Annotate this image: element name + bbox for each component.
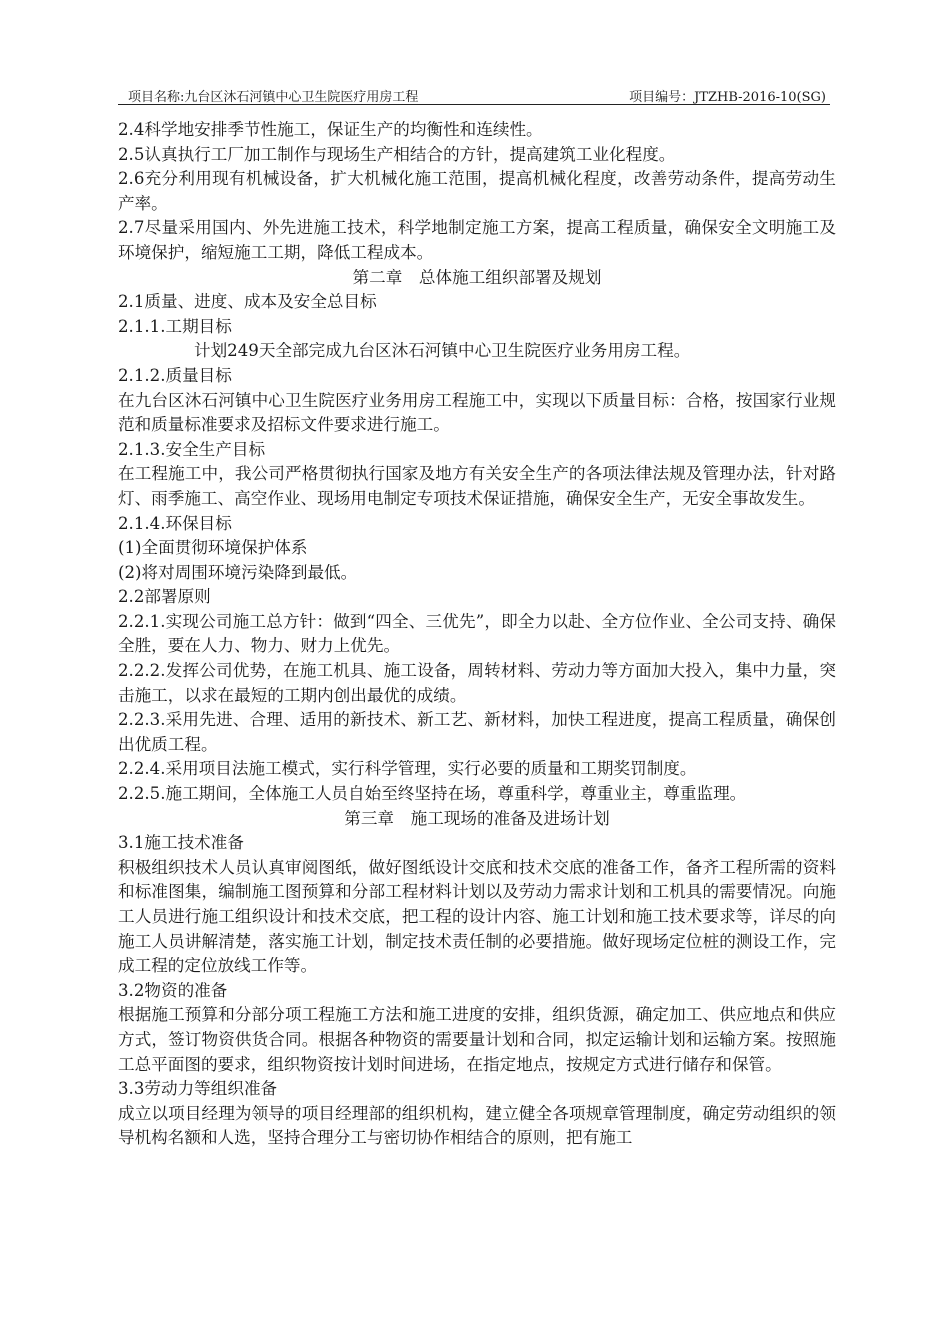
principle-2-2-2: 2.2.2.发挥公司优势，在施工机具、施工设备，周转材料、劳动力等方面加大投入，集中力量，突击施工，以求在最短的工期内创出最优的成绩。 — [118, 661, 836, 705]
project-name: 项目名称:九台区沐石河镇中心卫生院医疗用房工程 — [128, 90, 419, 105]
section-3-3-heading: 3.3劳动力等组织准备 — [118, 1079, 278, 1099]
labor-prep-text: 成立以项目经理为领导的项目经理部的组织机构，建立健全各项规章管理制度，确定劳动组织的领导机构名额和人选，坚持合理分工与密切协作相结合的原则，把有施工 — [118, 1103, 836, 1148]
subsection-2-1-2-heading: 2.1.2.质量目标 — [118, 365, 232, 385]
principle-2-2-4: 2.2.4.采用项目法施工模式，实行科学管理，实行必要的质量和工期奖罚制度。 — [118, 759, 697, 779]
paragraph-2-6: 2.6充分利用现有机械设备，扩大机械化施工范围，提高机械化程度，改善劳动条件，提高劳动生产率。 — [118, 169, 836, 213]
chapter-3-heading: 第三章 施工现场的准备及进场计划 — [344, 808, 610, 828]
section-3-2-heading: 3.2物资的准备 — [118, 980, 228, 1000]
paragraph-2-5: 2.5认真执行工厂加工制作与现场生产相结合的方针，提高建筑工业化程度。 — [118, 144, 676, 164]
quality-goal-text: 在九台区沐石河镇中心卫生院医疗业务用房工程施工中，实现以下质量目标：合格，按国家行业规范和质量标准要求及招标文件要求进行施工。 — [118, 390, 836, 435]
schedule-goal-text: 计划249天全部完成九台区沐石河镇中心卫生院医疗业务用房工程。 — [194, 341, 691, 361]
paragraph-2-7: 2.7尽量采用国内、外先进施工技术，科学地制定施工方案，提高工程质量，确保安全文明施工及环境保护，缩短施工工期，降低工程成本。 — [118, 218, 836, 262]
subsection-2-1-3-heading: 2.1.3.安全生产目标 — [118, 439, 266, 459]
chapter-2-heading: 第二章 总体施工组织部署及规划 — [352, 267, 602, 287]
tech-prep-text: 积极组织技术人员认真审阅图纸，做好图纸设计交底和技术交底的准备工作，备齐工程所需的资料和标准图集，编制施工图预算和分部工程材料计划以及劳动力需求计划和工机具的需要情况。向施工人员进行施工组织设计和技术交底，把工程的设计内容、施工计划和施工技术要求等，详尽的向施工人员讲解清楚，落实施工计划，制定技术责任制的必要措施。做好现场定位桩的测设工作，完成工程的定位放线工作等。 — [118, 857, 836, 976]
project-code: 项目编号：JTZHB-2016-10(SG) — [629, 90, 826, 105]
paragraph-2-4: 2.4科学地安排季节性施工，保证生产的均衡性和连续性。 — [118, 120, 543, 139]
subsection-2-1-1-heading: 2.1.1.工期目标 — [118, 316, 232, 336]
principle-2-2-1: 2.2.1.实现公司施工总方针：做到“四全、三优先”，即全力以赴、全方位作业、全公司支持、确保全胜，要在人力、物力、财力上优先。 — [118, 611, 836, 656]
env-goal-item-2: (2)将对周围环境污染降到最低。 — [118, 562, 358, 582]
safety-goal-text: 在工程施工中，我公司严格贯彻执行国家及地方有关安全生产的各项法律法规及管理办法，针对路灯、雨季施工、高空作业、现场用电制定专项技术保证措施，确保安全生产，无安全事故发生。 — [118, 464, 836, 508]
document-body — [118, 118, 836, 1151]
principle-2-2-5: 2.2.5.施工期间，全体施工人员自始至终坚持在场，尊重科学，尊重业主，尊重监理。 — [118, 784, 747, 804]
principle-2-2-3: 2.2.3.采用先进、合理、适用的新技术、新工艺、新材料，加快工程进度，提高工程质量，确保创出优质工程。 — [118, 710, 836, 754]
subsection-2-1-4-heading: 2.1.4.环保目标 — [118, 513, 232, 533]
section-2-1-heading: 2.1质量、进度、成本及安全总目标 — [118, 292, 377, 312]
page-header — [118, 84, 830, 105]
material-prep-text: 根据施工预算和分部分项工程施工方法和施工进度的安排，组织货源，确定加工、供应地点和供应方式，签订物资供货合同。根据各种物资的需要量计划和合同，拟定运输计划和运输方案。按照施工总平面图的要求，组织物资按计划时间进场，在指定地点，按规定方式进行储存和保管。 — [118, 1005, 836, 1074]
env-goal-item-1: (1)全面贯彻环境保护体系 — [118, 538, 308, 558]
section-3-1-heading: 3.1施工技术准备 — [118, 833, 244, 853]
section-2-2-heading: 2.2部署原则 — [118, 587, 211, 607]
